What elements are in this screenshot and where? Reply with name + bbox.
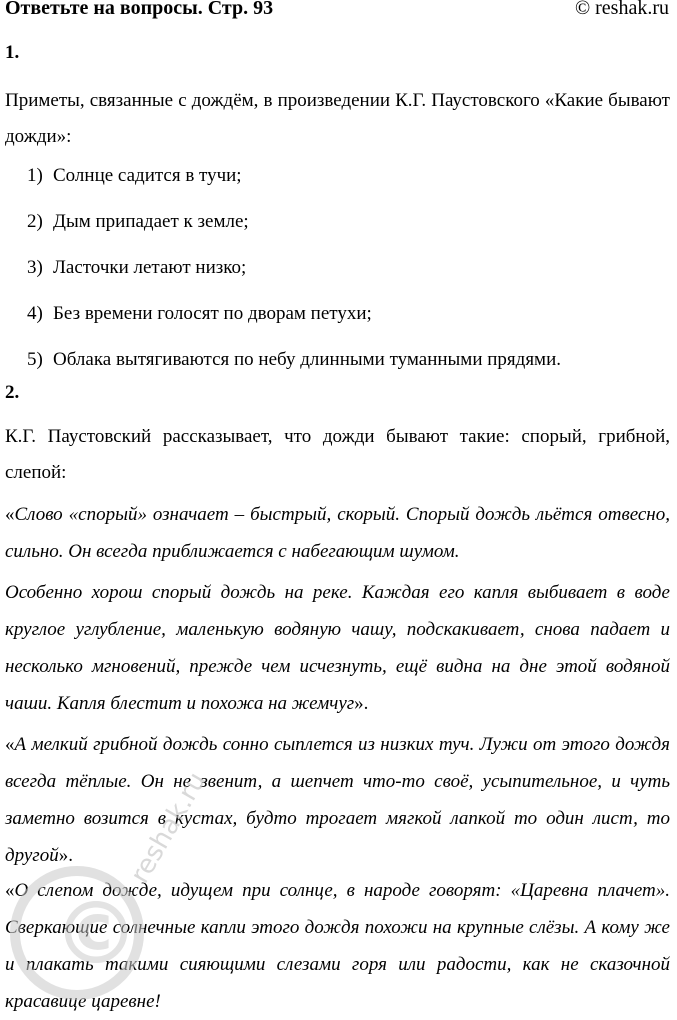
quote-close-mark: ». — [354, 693, 369, 714]
quote-spory-part-2 — [5, 574, 670, 722]
omens-list — [27, 164, 561, 394]
list-item-text: Без времени голосят по дворам петухи; — [53, 303, 372, 324]
list-item — [27, 348, 561, 394]
quote-open-mark: « — [5, 880, 15, 901]
section-1-heading: 1. — [5, 42, 20, 63]
page-header-brand: © reshak.ru — [574, 0, 669, 19]
section-1-intro: Приметы, связанные с дождём, в произведении К.Г. Паустовского «Какие бывают дожди»: — [5, 90, 670, 147]
list-item — [27, 256, 561, 302]
list-item-text: Ласточки летают низко; — [53, 257, 247, 278]
watermark-glyph: © — [53, 884, 139, 984]
list-item-number: 5) — [27, 349, 43, 370]
list-item-number: 1) — [27, 165, 43, 186]
section-2-heading: 2. — [5, 382, 20, 403]
list-item — [27, 164, 561, 210]
quote-text: Слово «спорый» означает – быстрый, скорый. Спорый дождь льётся отвесно, сильно. Он всегда приближается с набегающим шумом. — [5, 504, 670, 562]
list-item-number: 4) — [27, 303, 43, 324]
quote-text: Особенно хорош спорый дождь на реке. Каждая его капля выбивает в воде круглое углубление, маленькую водяную чашу, подскакивает, снова падает и несколько мгновений, прежде чем исчезнуть, ещё видна на дне этой водяной чаши. Капля блестит и похожа на жемчуг — [5, 582, 670, 714]
quote-gribnoy — [5, 726, 670, 874]
list-item-number: 3) — [27, 257, 43, 278]
watermark-text: reshak.ru — [125, 767, 213, 889]
list-item-text: Облака вытягиваются по небу длинными туманными прядями. — [53, 349, 561, 370]
list-item-number: 2) — [27, 211, 43, 232]
list-item-text: Солнце садится в тучи; — [53, 165, 242, 186]
quote-text: А мелкий грибной дождь сонно сыплется из низких туч. Лужи от этого дождя всегда тёплые. Он не звенит, а шепчет что-то своё, усыпительное, и чуть заметно возится в кустах, будто трогает мягкой лапкой то один лист, то другой — [5, 734, 670, 866]
quote-slepoy — [5, 872, 670, 1020]
list-item — [27, 302, 561, 348]
list-item-text: Дым припадает к земле; — [53, 211, 249, 232]
quote-spory-part-1 — [5, 496, 670, 570]
page-header-title: Ответьте на вопросы. Стр. 93 — [5, 0, 274, 19]
list-item — [27, 210, 561, 256]
quote-close-mark: ». — [58, 845, 73, 866]
section-2-intro: К.Г. Паустовский рассказывает, что дожди бывают такие: спорый, грибной, слепой: — [5, 426, 670, 483]
quote-text: О слепом дожде, идущем при солнце, в народе говорят: «Царевна плачет». Сверкающие солнечные капли этого дождя похожи на крупные слёзы. А кому же и плакать такими сияющими слезами горя или радости, как не сказочной красавице царевне! — [5, 880, 670, 1012]
quote-open-mark: « — [5, 734, 15, 755]
quote-open-mark: « — [5, 504, 15, 525]
